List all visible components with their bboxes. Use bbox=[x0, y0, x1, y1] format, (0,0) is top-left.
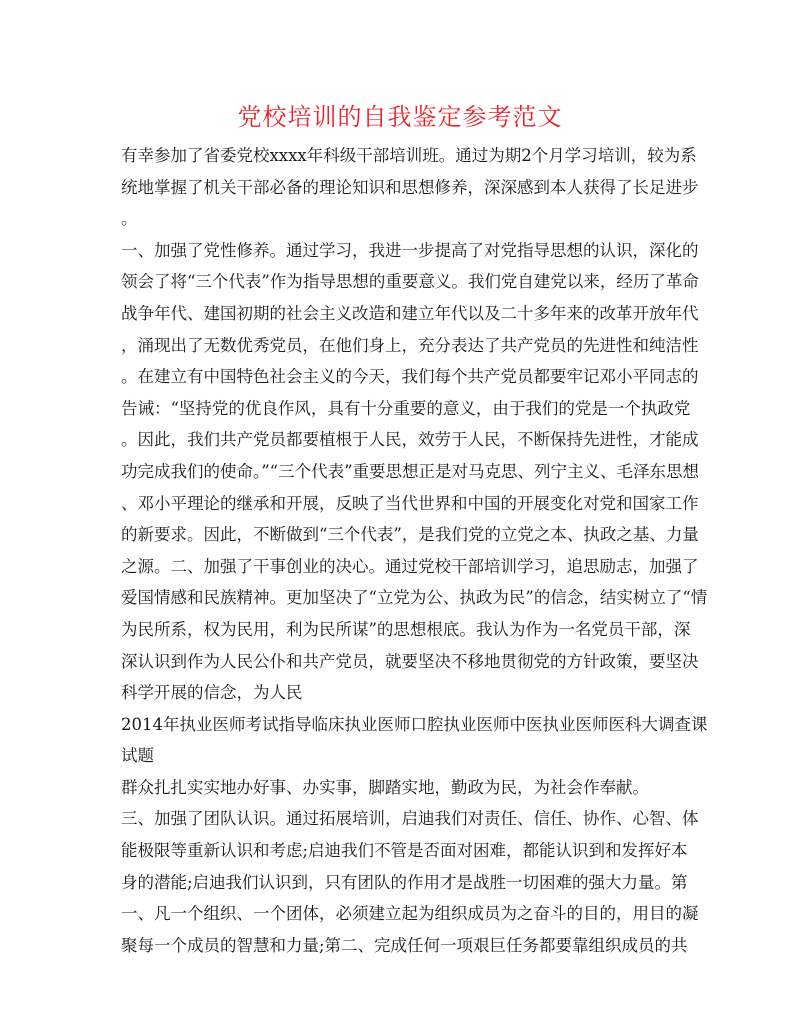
text-line: 爱国情感和民族精神。更加坚决了“立党为公、执政为民”的信念，结实树立了“情 bbox=[121, 588, 708, 608]
text-line: 战争年代、建国初期的社会主义改造和建立年代以及二十多年来的改革开放年代 bbox=[121, 303, 699, 323]
text-line: 一、加强了党性修养。通过学习，我进一步提高了对党指导思想的认识，深化的 bbox=[121, 240, 699, 260]
text-line: 为民所系，权为民用，利为民所谋”的思想根底。我认为作为一名党员干部，深 bbox=[121, 619, 691, 639]
text-line: 三、加强了团队认识。通过拓展培训，启迪我们对责任、信任、协作、心智、体 bbox=[121, 809, 699, 829]
text-line: 能极限等重新认识和考虑;启迪我们不管是否面对困难，都能认识到和发挥好本 bbox=[121, 841, 688, 861]
document-body bbox=[121, 140, 708, 961]
text-line: 、邓小平理论的继承和开展，反映了当代世界和中国的开展变化对党和国家工作 bbox=[121, 493, 699, 513]
text-line: 。因此，我们共产党员都要植根于人民，效劳于人民，不断保持先进性，才能成 bbox=[121, 430, 699, 450]
text-line: 深认识到作为人民公仆和共产党员，就要坚决不移地贯彻党的方针政策，要坚决 bbox=[121, 651, 699, 671]
text-line: 群众扎扎实实地办好事、办实事，脚踏实地，勤政为民，为社会作奉献。 bbox=[121, 777, 649, 797]
text-line: 领会了将“三个代表”作为指导思想的重要意义。我们党自建党以来，经历了革命 bbox=[121, 272, 699, 292]
text-line: 。 bbox=[121, 209, 138, 229]
text-line: ，涌现出了无数优秀党员，在他们身上，充分表达了共产党员的先进性和纯洁性 bbox=[121, 335, 699, 355]
text-line: 一、凡一个组织、一个团体，必须建立起为组织成员为之奋斗的目的，用目的凝 bbox=[121, 904, 699, 924]
text-line: 2014年执业医师考试指导临床执业医师口腔执业医师中医执业医师医科大调查课 bbox=[121, 714, 708, 734]
text-line: 聚每一个成员的智慧和力量;第二、完成任何一项艰巨任务都要靠组织成员的共 bbox=[121, 935, 688, 955]
text-line: 之源。二、加强了干事创业的决心。通过党校干部培训学习，追思励志，加强了 bbox=[121, 556, 699, 576]
text-line: 统地掌握了机关干部必备的理论知识和思想修养，深深感到本人获得了长足进步 bbox=[121, 177, 699, 197]
text-line: 有幸参加了省委党校xxxx年科级干部培训班。通过为期2个月学习培训，较为系 bbox=[121, 146, 697, 165]
text-line: 。在建立有中国特色社会主义的今天，我们每个共产党员都要牢记邓小平同志的 bbox=[121, 367, 699, 387]
text-line: 功完成我们的使命。”“三个代表”重要思想正是对马克思、列宁主义、毛泽东思想 bbox=[121, 461, 700, 481]
text-line: 告诫：“坚持党的优良作风，具有十分重要的意义，由于我们的党是一个执政党 bbox=[121, 398, 691, 418]
document-title: 党校培训的自我鉴定参考范文 bbox=[237, 103, 563, 131]
text-line: 的新要求。因此，不断做到“三个代表”，是我们党的立党之本、执政之基、力量 bbox=[121, 525, 699, 545]
text-line: 科学开展的信念，为人民 bbox=[121, 683, 303, 703]
text-line: 身的潜能;启迪我们认识到，只有团队的作用才是战胜一切困难的强大力量。第 bbox=[121, 872, 688, 892]
text-line: 试题 bbox=[121, 746, 154, 766]
